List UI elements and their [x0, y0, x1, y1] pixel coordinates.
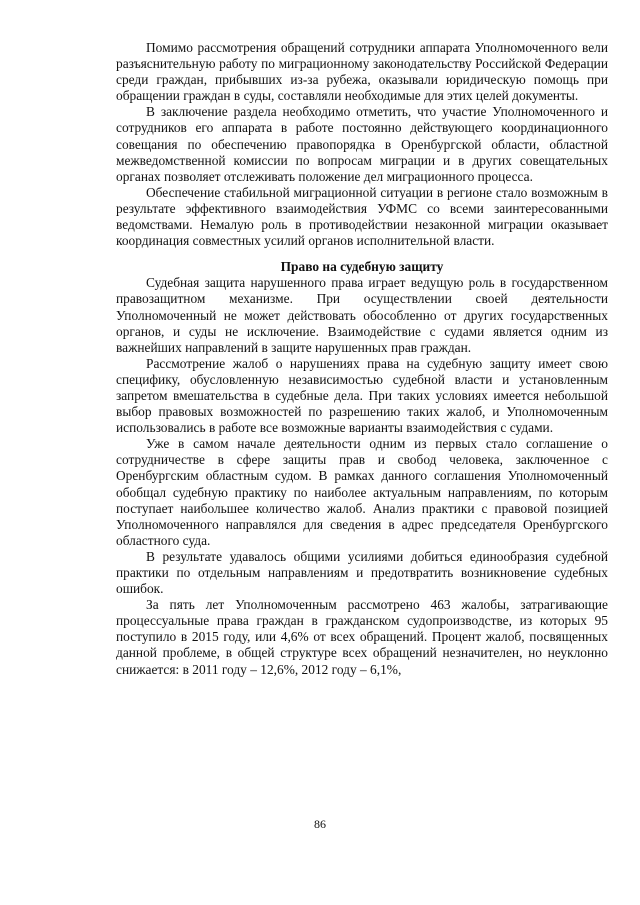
paragraph-migration-stability: Обеспечение стабильной миграционной ситуации в регионе стало возможным в результате эффективного взаимодействия УФМС со всеми заинтересованными ведомствами. Немалую роль в противодействии незаконной миграции оказывает координация совместных усилий органов исполнительной власти.: [116, 184, 608, 249]
document-body: [116, 40, 608, 678]
page-number: 86: [314, 817, 326, 831]
paragraph-statistics: За пять лет Уполномоченным рассмотрено 463 жалобы, затрагивающие процессуальные права граждан в гражданском судопроизводстве, из которых 95 поступило в 2015 году, или 4,6% от всех обращений. Процент жалоб, посвященных данной проблеме, в общей структуре всех обращений незначителен, но неуклонно снижается: в 2011 году – 12,6%, 2012 году – 6,1%,: [116, 597, 608, 677]
section-heading: Право на судебную защиту: [280, 259, 444, 275]
paragraph-conclusion: В заключение раздела необходимо отметить, что участие Уполномоченного и сотрудников его аппарата в работе постоянно действующего координационного совещания по обеспечению правопорядка в Оренбургской области, областной межведомственной комиссии по вопросам миграции и в других совещательных органах позволяет отслеживать положение дел миграционного процесса.: [116, 104, 608, 184]
paragraph-consultations: Помимо рассмотрения обращений сотрудники аппарата Уполномоченного вели разъяснительную работу по миграционному законодательству Российской Федерации среди граждан, прибывших из-за рубежа, оказывали юридическую помощь при обращении граждан в суды, составляли необходимые для этих целей документы.: [116, 40, 608, 104]
paragraph-judicial-protection: Судебная защита нарушенного права играет ведущую роль в государственном правозащитном механизме. При осуществлении своей деятельности Уполномоченный не может действовать обособленно от других государственных органов, и суды не исключение. Взаимодействие с судами является одним из важнейших направлений в защите нарушенных прав граждан.: [116, 275, 608, 355]
paragraph-results: В результате удавалось общими усилиями добиться единообразия судебной практики по отдельным направлениям и предотвратить возникновение судебных ошибок.: [116, 548, 608, 597]
paragraph-cooperation-agreement: Уже в самом начале деятельности одним из первых стало соглашение о сотрудничестве в сфере защиты прав и свобод человека, заключенное с Оренбургским областным судом. В рамках данного соглашения Уполномоченный обобщал судебную практику по наиболее актуальным направлениям, по которым поступает наибольшее количество жалоб. Анализ практики с правовой позицией Уполномоченного направлялся для сведения в адрес председателя Оренбургского областного суда.: [116, 436, 608, 548]
paragraph-complaints-specifics: Рассмотрение жалоб о нарушениях права на судебную защиту имеет свою специфику, обусловленную независимостью судебной власти и установленным запретом вмешательства в судебные дела. При таких условиях имеется небольшой выбор правовых возможностей по разрешению таких жалоб, и Уполномоченным использовались в работе все возможные варианты взаимодействия с судами.: [116, 355, 608, 436]
